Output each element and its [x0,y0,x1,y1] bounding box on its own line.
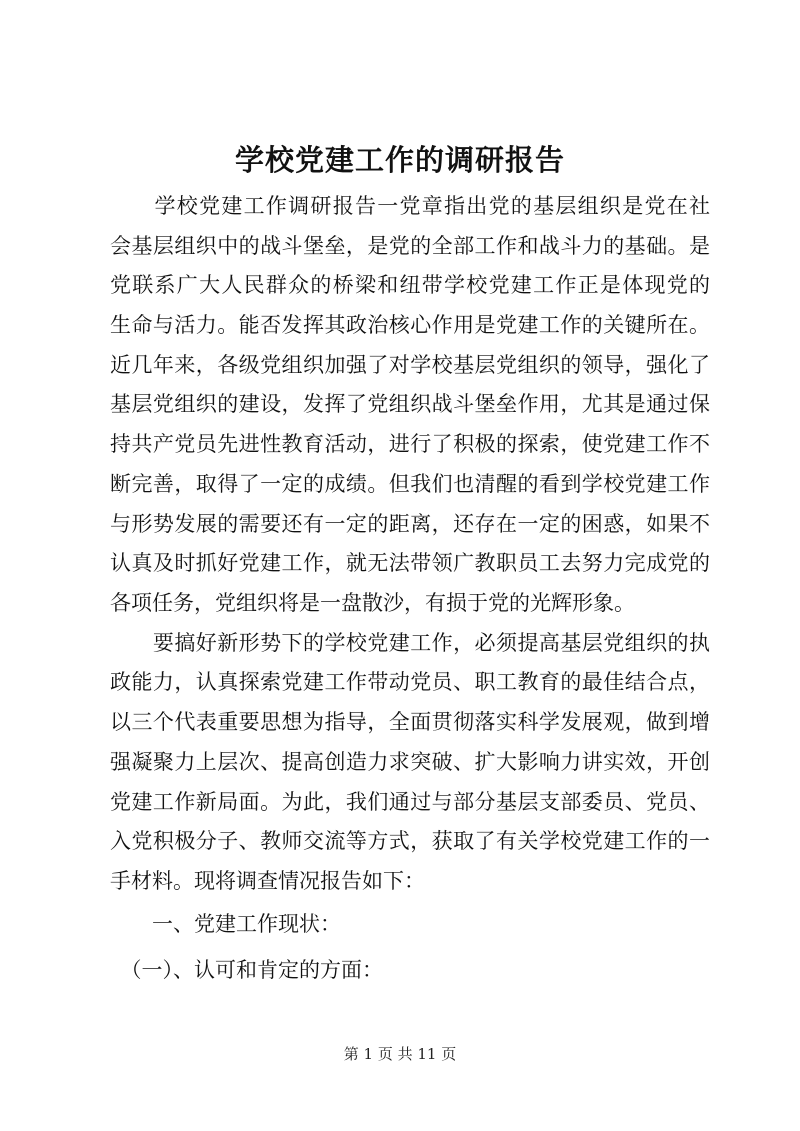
body-line: 政能力，认真探索党建工作带动党员、职工教育的最佳结合点， [110,670,710,694]
body-line: 要搞好新形势下的学校党建工作，必须提高基层党组织的执 [110,631,710,655]
subsection-heading: （一）、认可和肯定的方面： [110,958,383,982]
body-line: 近几年来，各级党组织加强了对学校基层党组织的领导，强化了 [110,353,710,377]
page-number: 第 1 页 共 11 页 [343,1045,457,1063]
body-line: 党联系广大人民群众的桥梁和纽带学校党建工作正是体现党的 [110,273,710,297]
body-line: 生命与活力。能否发挥其政治核心作用是党建工作的关键所在。 [110,313,710,337]
body-line: 会基层组织中的战斗堡垒，是党的全部工作和战斗力的基础。是 [110,234,710,258]
body-line: 持共产党员先进性教育活动，进行了积极的探索，使党建工作不 [110,432,710,456]
body-line: 认真及时抓好党建工作，就无法带领广教职员工去努力完成党的 [110,551,710,575]
body-line: 各项任务，党组织将是一盘散沙，有损于党的光辉形象。 [110,591,635,615]
body-line: 手材料。现将调查情况报告如下： [110,869,425,893]
document-title: 学校党建工作的调研报告 [234,143,565,177]
body-line: 基层党组织的建设，发挥了党组织战斗堡垒作用，尤其是通过保 [110,392,710,416]
body-line: 与形势发展的需要还有一定的距离，还存在一定的困惑，如果不 [110,512,710,536]
section-heading: 一、党建工作现状： [110,912,341,936]
body-line: 入党积极分子、教师交流等方式，获取了有关学校党建工作的一 [110,829,710,853]
body-line: 学校党建工作调研报告一党章指出党的基层组织是党在社 [110,194,710,218]
body-line: 党建工作新局面。为此，我们通过与部分基层支部委员、党员、 [110,790,710,814]
body-line: 断完善，取得了一定的成绩。但我们也清醒的看到学校党建工作 [110,472,710,496]
body-line: 强凝聚力上层次、提高创造力求突破、扩大影响力讲实效，开创 [110,750,710,774]
body-line: 以三个代表重要思想为指导，全面贯彻落实科学发展观，做到增 [110,710,710,734]
